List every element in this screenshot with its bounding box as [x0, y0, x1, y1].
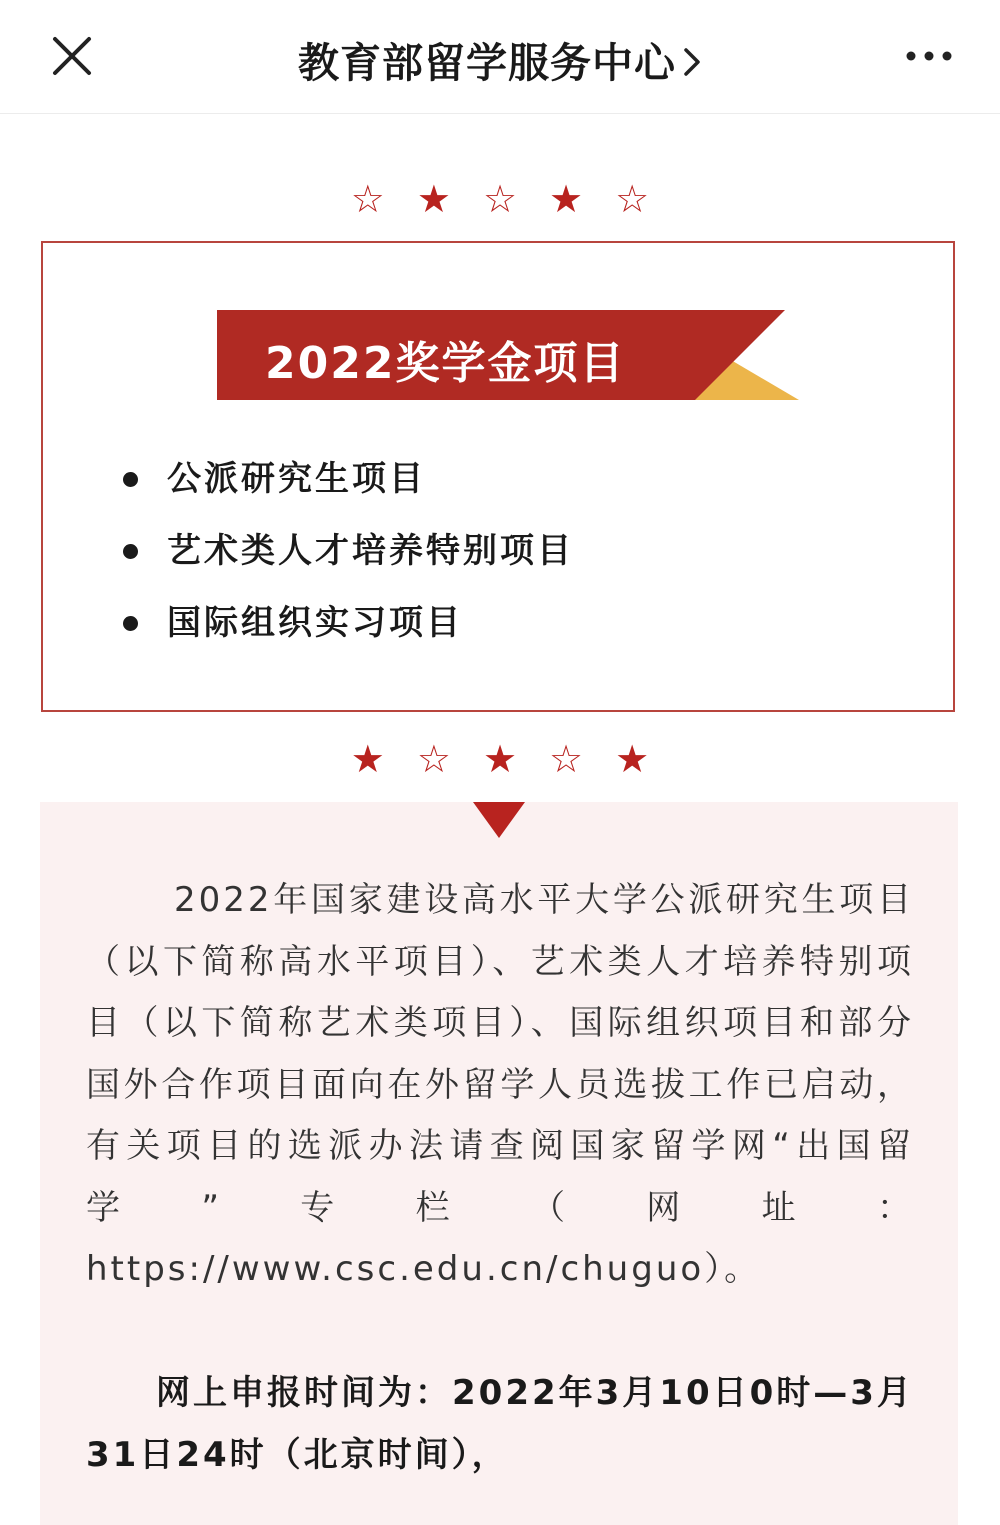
- star-icon: ★: [615, 737, 650, 781]
- nav-bar: [0, 0, 1000, 114]
- star-icon: ★: [549, 177, 584, 221]
- star-icon: ★: [416, 177, 451, 221]
- chevron-right-icon: [682, 42, 702, 90]
- star-icon: ☆: [350, 177, 385, 221]
- account-title-link[interactable]: [0, 30, 1000, 90]
- bullet-icon: [123, 616, 138, 631]
- content-panel: [40, 802, 958, 1525]
- star-divider-bottom: [0, 737, 1000, 781]
- star-icon: ★: [482, 737, 518, 781]
- banner-title: 2022奖学金项目: [265, 338, 626, 389]
- star-icon: ★: [350, 737, 385, 781]
- list-item: [123, 525, 574, 597]
- bullet-icon: [123, 544, 138, 559]
- star-icon: ☆: [549, 737, 584, 781]
- intro-paragraph: 2022年国家建设高水平大学公派研究生项目（以下简称高水平项目）、艺术类人才培养特别项目（以下简称艺术类项目）、国际组织项目和部分国外合作项目面向在外留学人员选拔工作已启动，有关项目的选派办法请查阅国家留学网“出国留学”专栏（网址：https://www.csc.edu.cn/chuguo）。: [86, 880, 914, 1289]
- star-icon: ☆: [482, 177, 518, 221]
- scholarship-card: [41, 241, 955, 712]
- down-triangle-icon: [473, 802, 525, 838]
- program-label: 公派研究生项目: [167, 459, 426, 499]
- list-item: [123, 597, 574, 669]
- star-divider-top: [0, 177, 1000, 221]
- program-label: 艺术类人才培养特别项目: [167, 531, 574, 571]
- deadline-text: 网上申报时间为：2022年3月10日0时—3月31日24时（北京时间），: [86, 1373, 914, 1475]
- more-dots-icon[interactable]: [904, 42, 954, 70]
- star-icon: ☆: [615, 177, 650, 221]
- program-label: 国际组织实习项目: [167, 603, 463, 643]
- list-item: [123, 453, 574, 525]
- scholarship-banner: [217, 310, 799, 402]
- star-icon: ☆: [416, 737, 451, 781]
- bullet-icon: [123, 472, 138, 487]
- program-list: [123, 453, 574, 669]
- page-title: 教育部留学服务中心: [298, 39, 676, 87]
